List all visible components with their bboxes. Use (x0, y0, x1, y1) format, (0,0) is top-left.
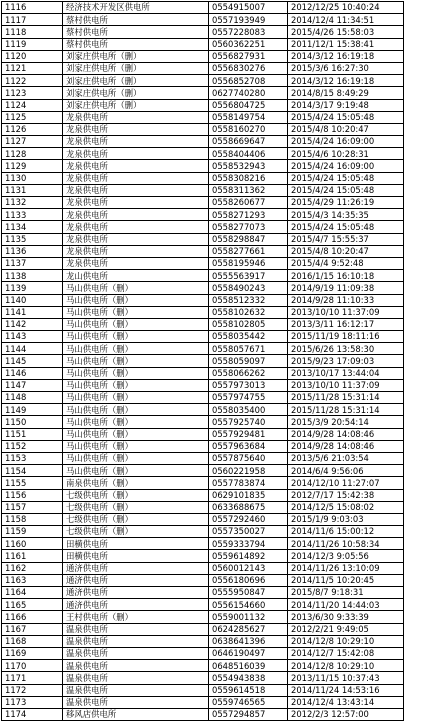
meter-number-cell: 0557929481 (209, 428, 288, 440)
timestamp-cell: 2015/4/24 15:05:48 (288, 221, 404, 233)
timestamp-cell: 2015/4/24 15:05:48 (288, 184, 404, 196)
timestamp-cell: 2015/1/9 9:03:03 (288, 513, 404, 525)
table-row (2, 392, 404, 404)
meter-number-cell: 0558311362 (209, 184, 288, 196)
table-row (2, 708, 404, 720)
row-number-cell: 1148 (2, 392, 63, 404)
meter-number-cell: 0556827931 (209, 50, 288, 62)
row-number-cell: 1171 (2, 672, 63, 684)
row-number-cell: 1154 (2, 465, 63, 477)
records-table-body (2, 2, 404, 721)
table-row (2, 672, 404, 684)
table-row (2, 404, 404, 416)
meter-number-cell: 0558102632 (209, 306, 288, 318)
supply-station-cell: 七级供电所（删） (63, 513, 209, 525)
supply-station-cell: 马山供电所（删） (63, 379, 209, 391)
meter-number-cell: 0556180696 (209, 574, 288, 586)
row-number-cell: 1121 (2, 62, 63, 74)
meter-number-cell: 0558149754 (209, 111, 288, 123)
table-row (2, 343, 404, 355)
timestamp-cell: 2013/3/11 16:12:17 (288, 318, 404, 330)
timestamp-cell: 2015/4/4 9:52:48 (288, 257, 404, 269)
timestamp-cell: 2015/3/6 16:27:30 (288, 62, 404, 74)
row-number-cell: 1135 (2, 233, 63, 245)
supply-station-cell: 蔡村供电所 (63, 26, 209, 38)
table-row (2, 282, 404, 294)
supply-station-cell: 温泉供电所 (63, 660, 209, 672)
row-number-cell: 1127 (2, 136, 63, 148)
supply-station-cell: 温泉供电所 (63, 672, 209, 684)
row-number-cell: 1151 (2, 428, 63, 440)
table-row (2, 270, 404, 282)
table-row (2, 99, 404, 111)
supply-station-cell: 马山供电所（删） (63, 282, 209, 294)
supply-station-cell: 通济供电所 (63, 587, 209, 599)
row-number-cell: 1159 (2, 526, 63, 538)
table-row (2, 209, 404, 221)
timestamp-cell: 2014/9/28 14:08:46 (288, 440, 404, 452)
row-number-cell: 1155 (2, 477, 63, 489)
table-row (2, 184, 404, 196)
meter-number-cell: 0558035400 (209, 404, 288, 416)
supply-station-cell: 马山供电所（删） (63, 416, 209, 428)
meter-number-cell: 0556852708 (209, 75, 288, 87)
meter-number-cell: 0558260677 (209, 197, 288, 209)
row-number-cell: 1156 (2, 489, 63, 501)
meter-number-cell: 0558057671 (209, 343, 288, 355)
row-number-cell: 1124 (2, 99, 63, 111)
records-table (1, 1, 404, 721)
row-number-cell: 1123 (2, 87, 63, 99)
table-row (2, 318, 404, 330)
timestamp-cell: 2013/5/6 21:03:54 (288, 452, 404, 464)
timestamp-cell: 2015/6/26 13:58:30 (288, 343, 404, 355)
row-number-cell: 1139 (2, 282, 63, 294)
row-number-cell: 1173 (2, 696, 63, 708)
meter-number-cell: 0559746565 (209, 696, 288, 708)
timestamp-cell: 2015/4/7 15:55:37 (288, 233, 404, 245)
row-number-cell: 1130 (2, 172, 63, 184)
supply-station-cell: 田横供电所 (63, 550, 209, 562)
row-number-cell: 1170 (2, 660, 63, 672)
timestamp-cell: 2014/12/8 10:29:10 (288, 635, 404, 647)
table-row (2, 172, 404, 184)
row-number-cell: 1147 (2, 379, 63, 391)
row-number-cell: 1118 (2, 26, 63, 38)
supply-station-cell: 温泉供电所 (63, 696, 209, 708)
table-row (2, 489, 404, 501)
meter-number-cell: 0558490243 (209, 282, 288, 294)
table-row (2, 197, 404, 209)
supply-station-cell: 马山供电所（删） (63, 343, 209, 355)
table-row (2, 14, 404, 26)
supply-station-cell: 马山供电所（删） (63, 331, 209, 343)
table-row (2, 526, 404, 538)
supply-station-cell: 龙泉供电所 (63, 148, 209, 160)
row-number-cell: 1131 (2, 184, 63, 196)
timestamp-cell: 2015/9/23 17:09:03 (288, 355, 404, 367)
table-row (2, 428, 404, 440)
meter-number-cell: 0559614518 (209, 684, 288, 696)
supply-station-cell: 移风店供电所 (63, 708, 209, 720)
timestamp-cell: 2014/11/6 15:00:12 (288, 526, 404, 538)
table-row (2, 221, 404, 233)
row-number-cell: 1132 (2, 197, 63, 209)
supply-station-cell: 七级供电所（删） (63, 501, 209, 513)
meter-number-cell: 0560221958 (209, 465, 288, 477)
table-row (2, 148, 404, 160)
row-number-cell: 1142 (2, 318, 63, 330)
timestamp-cell: 2015/4/24 15:05:48 (288, 111, 404, 123)
meter-number-cell: 0557292460 (209, 513, 288, 525)
timestamp-cell: 2014/11/26 13:10:09 (288, 562, 404, 574)
timestamp-cell: 2013/6/30 9:33:39 (288, 611, 404, 623)
supply-station-cell: 龙泉供电所 (63, 184, 209, 196)
timestamp-cell: 2014/12/7 15:42:08 (288, 647, 404, 659)
timestamp-cell: 2014/12/4 11:34:51 (288, 14, 404, 26)
meter-number-cell: 0557783874 (209, 477, 288, 489)
meter-number-cell: 0557963684 (209, 440, 288, 452)
row-number-cell: 1162 (2, 562, 63, 574)
table-row (2, 562, 404, 574)
supply-station-cell: 王村供电所（删） (63, 611, 209, 623)
table-row (2, 440, 404, 452)
table-row (2, 367, 404, 379)
meter-number-cell: 0633688675 (209, 501, 288, 513)
row-number-cell: 1146 (2, 367, 63, 379)
meter-number-cell: 0558059097 (209, 355, 288, 367)
row-number-cell: 1133 (2, 209, 63, 221)
table-row (2, 599, 404, 611)
meter-number-cell: 0558035442 (209, 331, 288, 343)
supply-station-cell: 温泉供电所 (63, 635, 209, 647)
meter-number-cell: 0559001132 (209, 611, 288, 623)
row-number-cell: 1141 (2, 306, 63, 318)
row-number-cell: 1144 (2, 343, 63, 355)
timestamp-cell: 2015/11/28 15:31:14 (288, 392, 404, 404)
table-row (2, 550, 404, 562)
supply-station-cell: 温泉供电所 (63, 647, 209, 659)
supply-station-cell: 马山供电所（删） (63, 355, 209, 367)
timestamp-cell: 2014/9/28 11:10:33 (288, 294, 404, 306)
timestamp-cell: 2015/4/8 10:20:47 (288, 123, 404, 135)
meter-number-cell: 0557350027 (209, 526, 288, 538)
row-number-cell: 1152 (2, 440, 63, 452)
supply-station-cell: 马山供电所（删） (63, 404, 209, 416)
meter-number-cell: 0554943838 (209, 672, 288, 684)
meter-number-cell: 0559614892 (209, 550, 288, 562)
row-number-cell: 1145 (2, 355, 63, 367)
supply-station-cell: 马山供电所（删） (63, 465, 209, 477)
meter-number-cell: 0558271293 (209, 209, 288, 221)
row-number-cell: 1167 (2, 623, 63, 635)
timestamp-cell: 2014/12/3 9:05:56 (288, 550, 404, 562)
supply-station-cell: 龙泉供电所 (63, 136, 209, 148)
supply-station-cell: 龙泉供电所 (63, 123, 209, 135)
timestamp-cell: 2013/10/17 13:44:04 (288, 367, 404, 379)
row-number-cell: 1119 (2, 38, 63, 50)
timestamp-cell: 2012/12/25 10:40:24 (288, 2, 404, 14)
timestamp-cell: 2015/4/3 14:35:35 (288, 209, 404, 221)
supply-station-cell: 马山供电所（删） (63, 367, 209, 379)
supply-station-cell: 七级供电所（删） (63, 489, 209, 501)
supply-station-cell: 龙泉供电所 (63, 172, 209, 184)
timestamp-cell: 2014/11/20 14:44:03 (288, 599, 404, 611)
supply-station-cell: 温泉供电所 (63, 684, 209, 696)
table-row (2, 501, 404, 513)
table-row (2, 38, 404, 50)
meter-number-cell: 0557973013 (209, 379, 288, 391)
supply-station-cell: 通济供电所 (63, 599, 209, 611)
row-number-cell: 1116 (2, 2, 63, 14)
row-number-cell: 1160 (2, 538, 63, 550)
supply-station-cell: 南泉供电所（删） (63, 477, 209, 489)
supply-station-cell: 经济技术开发区供电所 (63, 2, 209, 14)
supply-station-cell: 龙泉供电所 (63, 245, 209, 257)
meter-number-cell: 0557228083 (209, 26, 288, 38)
meter-number-cell: 0559333794 (209, 538, 288, 550)
row-number-cell: 1128 (2, 148, 63, 160)
timestamp-cell: 2014/6/4 9:56:06 (288, 465, 404, 477)
timestamp-cell: 2012/7/17 15:42:38 (288, 489, 404, 501)
timestamp-cell: 2015/4/29 11:26:19 (288, 197, 404, 209)
timestamp-cell: 2015/4/24 16:09:00 (288, 160, 404, 172)
supply-station-cell: 刘家庄供电所（删） (63, 75, 209, 87)
supply-station-cell: 马山供电所（删） (63, 306, 209, 318)
timestamp-cell: 2012/2/21 9:49:05 (288, 623, 404, 635)
supply-station-cell: 刘家庄供电所（删） (63, 87, 209, 99)
table-row (2, 75, 404, 87)
supply-station-cell: 马山供电所（删） (63, 392, 209, 404)
supply-station-cell: 七级供电所（删） (63, 526, 209, 538)
row-number-cell: 1129 (2, 160, 63, 172)
timestamp-cell: 2014/11/5 10:20:45 (288, 574, 404, 586)
timestamp-cell: 2014/3/12 16:19:18 (288, 50, 404, 62)
row-number-cell: 1140 (2, 294, 63, 306)
timestamp-cell: 2011/12/1 15:38:41 (288, 38, 404, 50)
meter-number-cell: 0558532943 (209, 160, 288, 172)
timestamp-cell: 2016/1/15 16:10:18 (288, 270, 404, 282)
table-row (2, 416, 404, 428)
row-number-cell: 1169 (2, 647, 63, 659)
table-row (2, 513, 404, 525)
meter-number-cell: 0560362251 (209, 38, 288, 50)
row-number-cell: 1149 (2, 404, 63, 416)
table-row (2, 538, 404, 550)
row-number-cell: 1125 (2, 111, 63, 123)
timestamp-cell: 2015/11/19 18:11:16 (288, 331, 404, 343)
table-row (2, 660, 404, 672)
table-row (2, 684, 404, 696)
timestamp-cell: 2015/8/7 9:18:31 (288, 587, 404, 599)
timestamp-cell: 2015/4/8 10:20:47 (288, 245, 404, 257)
table-row (2, 331, 404, 343)
row-number-cell: 1150 (2, 416, 63, 428)
table-row (2, 477, 404, 489)
meter-number-cell: 0555563917 (209, 270, 288, 282)
meter-number-cell: 0557193949 (209, 14, 288, 26)
supply-station-cell: 田横供电所 (63, 538, 209, 550)
table-row (2, 452, 404, 464)
supply-station-cell: 龙泉供电所 (63, 221, 209, 233)
row-number-cell: 1122 (2, 75, 63, 87)
timestamp-cell: 2013/11/15 10:37:43 (288, 672, 404, 684)
supply-station-cell: 龙泉供电所 (63, 197, 209, 209)
table-row (2, 587, 404, 599)
meter-number-cell: 0558308216 (209, 172, 288, 184)
meter-number-cell: 0648516039 (209, 660, 288, 672)
meter-number-cell: 0638641396 (209, 635, 288, 647)
meter-number-cell: 0627740280 (209, 87, 288, 99)
timestamp-cell: 2014/9/19 11:09:38 (288, 282, 404, 294)
meter-number-cell: 0557974755 (209, 392, 288, 404)
supply-station-cell: 龙泉供电所 (63, 257, 209, 269)
row-number-cell: 1126 (2, 123, 63, 135)
meter-number-cell: 0558277073 (209, 221, 288, 233)
meter-number-cell: 0558298847 (209, 233, 288, 245)
row-number-cell: 1136 (2, 245, 63, 257)
row-number-cell: 1143 (2, 331, 63, 343)
meter-number-cell: 0557875640 (209, 452, 288, 464)
table-row (2, 611, 404, 623)
timestamp-cell: 2014/12/8 10:29:10 (288, 660, 404, 672)
row-number-cell: 1161 (2, 550, 63, 562)
meter-number-cell: 0556154660 (209, 599, 288, 611)
row-number-cell: 1172 (2, 684, 63, 696)
table-row (2, 635, 404, 647)
supply-station-cell: 刘家庄供电所（删） (63, 62, 209, 74)
row-number-cell: 1174 (2, 708, 63, 720)
supply-station-cell: 蔡村供电所 (63, 38, 209, 50)
supply-station-cell: 刘家庄供电所（删） (63, 99, 209, 111)
timestamp-cell: 2013/10/10 11:37:09 (288, 306, 404, 318)
row-number-cell: 1137 (2, 257, 63, 269)
row-number-cell: 1163 (2, 574, 63, 586)
timestamp-cell: 2014/11/26 10:58:34 (288, 538, 404, 550)
table-row (2, 136, 404, 148)
meter-number-cell: 0558195946 (209, 257, 288, 269)
row-number-cell: 1153 (2, 452, 63, 464)
timestamp-cell: 2013/10/10 11:37:09 (288, 379, 404, 391)
timestamp-cell: 2014/9/28 14:08:46 (288, 428, 404, 440)
table-row (2, 355, 404, 367)
meter-number-cell: 0556804725 (209, 99, 288, 111)
table-row (2, 26, 404, 38)
meter-number-cell: 0558669647 (209, 136, 288, 148)
timestamp-cell: 2014/11/24 14:53:16 (288, 684, 404, 696)
row-number-cell: 1157 (2, 501, 63, 513)
meter-number-cell: 0558277661 (209, 245, 288, 257)
meter-number-cell: 0558404406 (209, 148, 288, 160)
table-row (2, 257, 404, 269)
timestamp-cell: 2015/4/24 16:09:00 (288, 136, 404, 148)
table-row (2, 465, 404, 477)
table-row (2, 62, 404, 74)
row-number-cell: 1134 (2, 221, 63, 233)
table-row (2, 160, 404, 172)
meter-number-cell: 0629101835 (209, 489, 288, 501)
supply-station-cell: 通济供电所 (63, 574, 209, 586)
meter-number-cell: 0560012143 (209, 562, 288, 574)
table-row (2, 306, 404, 318)
supply-station-cell: 马山供电所（删） (63, 452, 209, 464)
supply-station-cell: 龙泉供电所 (63, 160, 209, 172)
supply-station-cell: 蔡村供电所 (63, 14, 209, 26)
meter-number-cell: 0557925740 (209, 416, 288, 428)
supply-station-cell: 马山供电所（删） (63, 318, 209, 330)
timestamp-cell: 2015/3/9 20:54:14 (288, 416, 404, 428)
supply-station-cell: 龙山供电所 (63, 270, 209, 282)
timestamp-cell: 2012/2/3 12:57:00 (288, 708, 404, 720)
timestamp-cell: 2015/11/28 15:31:14 (288, 404, 404, 416)
timestamp-cell: 2014/3/12 16:19:18 (288, 75, 404, 87)
supply-station-cell: 龙泉供电所 (63, 111, 209, 123)
meter-number-cell: 0555950847 (209, 587, 288, 599)
meter-number-cell: 0558512332 (209, 294, 288, 306)
meter-number-cell: 0556830276 (209, 62, 288, 74)
row-number-cell: 1166 (2, 611, 63, 623)
supply-station-cell: 刘家庄供电所（删） (63, 50, 209, 62)
row-number-cell: 1117 (2, 14, 63, 26)
supply-station-cell: 马山供电所（删） (63, 294, 209, 306)
supply-station-cell: 温泉供电所 (63, 623, 209, 635)
table-row (2, 245, 404, 257)
table-row (2, 111, 404, 123)
table-row (2, 123, 404, 135)
table-row (2, 233, 404, 245)
supply-station-cell: 通济供电所 (63, 562, 209, 574)
meter-number-cell: 0557294857 (209, 708, 288, 720)
timestamp-cell: 2015/4/6 10:28:31 (288, 148, 404, 160)
table-row (2, 647, 404, 659)
row-number-cell: 1158 (2, 513, 63, 525)
meter-number-cell: 0554915007 (209, 2, 288, 14)
table-row (2, 379, 404, 391)
timestamp-cell: 2015/4/26 15:58:03 (288, 26, 404, 38)
row-number-cell: 1120 (2, 50, 63, 62)
timestamp-cell: 2015/4/24 15:05:48 (288, 172, 404, 184)
table-row (2, 2, 404, 14)
timestamp-cell: 2014/3/17 9:19:48 (288, 99, 404, 111)
row-number-cell: 1165 (2, 599, 63, 611)
supply-station-cell: 龙泉供电所 (63, 233, 209, 245)
table-row (2, 294, 404, 306)
row-number-cell: 1138 (2, 270, 63, 282)
meter-number-cell: 0624285627 (209, 623, 288, 635)
meter-number-cell: 0646190497 (209, 647, 288, 659)
table-row (2, 696, 404, 708)
row-number-cell: 1168 (2, 635, 63, 647)
supply-station-cell: 马山供电所（删） (63, 440, 209, 452)
table-row (2, 574, 404, 586)
timestamp-cell: 2014/12/4 13:43:14 (288, 696, 404, 708)
table-row (2, 50, 404, 62)
supply-station-cell: 马山供电所（删） (63, 428, 209, 440)
meter-number-cell: 0558066262 (209, 367, 288, 379)
timestamp-cell: 2014/12/10 11:27:07 (288, 477, 404, 489)
table-row (2, 87, 404, 99)
table-row (2, 623, 404, 635)
timestamp-cell: 2014/12/5 15:08:02 (288, 501, 404, 513)
row-number-cell: 1164 (2, 587, 63, 599)
timestamp-cell: 2014/8/15 8:49:29 (288, 87, 404, 99)
meter-number-cell: 0558160270 (209, 123, 288, 135)
supply-station-cell: 龙泉供电所 (63, 209, 209, 221)
meter-number-cell: 0558102805 (209, 318, 288, 330)
